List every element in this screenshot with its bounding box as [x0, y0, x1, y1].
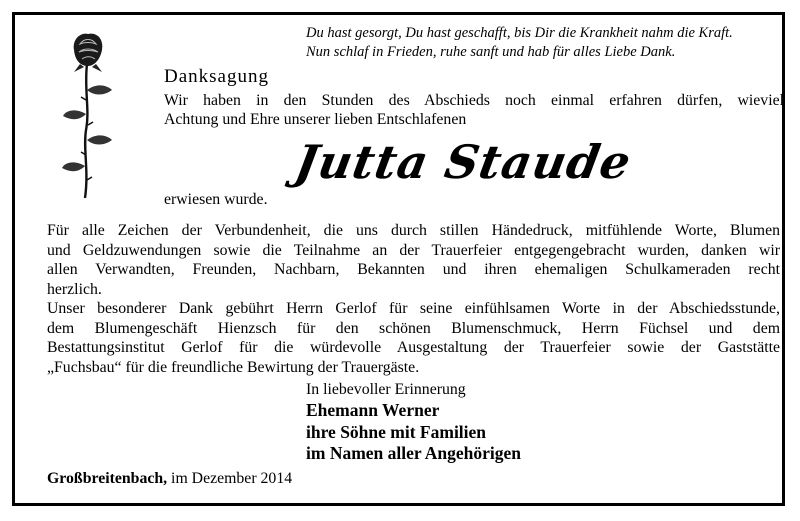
- poem-line: Du hast gesorgt, Du hast geschafft, bis Dir die Krankheit nahm die Kraft.: [306, 25, 733, 41]
- place: Großbreitenbach,: [47, 470, 168, 487]
- poem: [306, 24, 776, 62]
- body-line: Bestattungsinstitut Gerlof für die würdevolle Ausgestaltung der Trauerfeier sowie der Gaststätte: [47, 339, 780, 356]
- date: im Dezember 2014: [167, 470, 293, 487]
- signature-line: Ehemann Werner: [306, 400, 440, 420]
- deceased-name: Jutta Staude: [291, 135, 636, 189]
- after-name-text: erwiesen wurde.: [164, 191, 268, 208]
- intro-line: Wir haben in den Stunden des Abschieds noch einmal erfahren dürfen, wieviel: [164, 92, 784, 109]
- signature-block: [306, 380, 521, 465]
- body-line: „Fuchsbau“ für die freundliche Bewirtung der Trauergäste.: [47, 358, 420, 376]
- signature-intro: In liebevoller Erinnerung: [306, 381, 466, 398]
- intro-line: Achtung und Ehre unserer lieben Entschlafenen: [164, 111, 467, 128]
- body-line: dem Blumengeschäft Hienzsch für den schönen Blumenschmuck, Herrn Füchsel und dem: [47, 319, 780, 337]
- place-date: [47, 470, 292, 488]
- body-line: Unser besonderer Dank gebührt Herrn Gerlof für seine einfühlsamen Worte in der Abschiedsstunde,: [47, 300, 780, 317]
- body-text: [47, 221, 780, 377]
- signature-line: ihre Söhne mit Familien: [306, 421, 487, 442]
- signature-line: im Namen aller Angehörigen: [306, 443, 522, 463]
- rose-icon: [60, 30, 116, 200]
- poem-line: Nun schlaf in Frieden, ruhe sanft und hab für alles Liebe Dank.: [306, 44, 676, 60]
- body-line: und Geldzuwendungen sowie die Teilnahme an der Trauerfeier entgegengebracht wurden, danken wir: [47, 241, 780, 259]
- heading: Danksagung: [164, 66, 269, 87]
- body-line: herzlich.: [47, 280, 102, 298]
- body-line: allen Verwandten, Freunden, Nachbarn, Bekannten und ihren ehemaligen Schulkameraden recht: [47, 261, 780, 278]
- body-line: Für alle Zeichen der Verbundenheit, die uns durch stillen Händedruck, mitfühlende Worte, Blumen: [47, 222, 780, 239]
- intro-text: [164, 91, 784, 129]
